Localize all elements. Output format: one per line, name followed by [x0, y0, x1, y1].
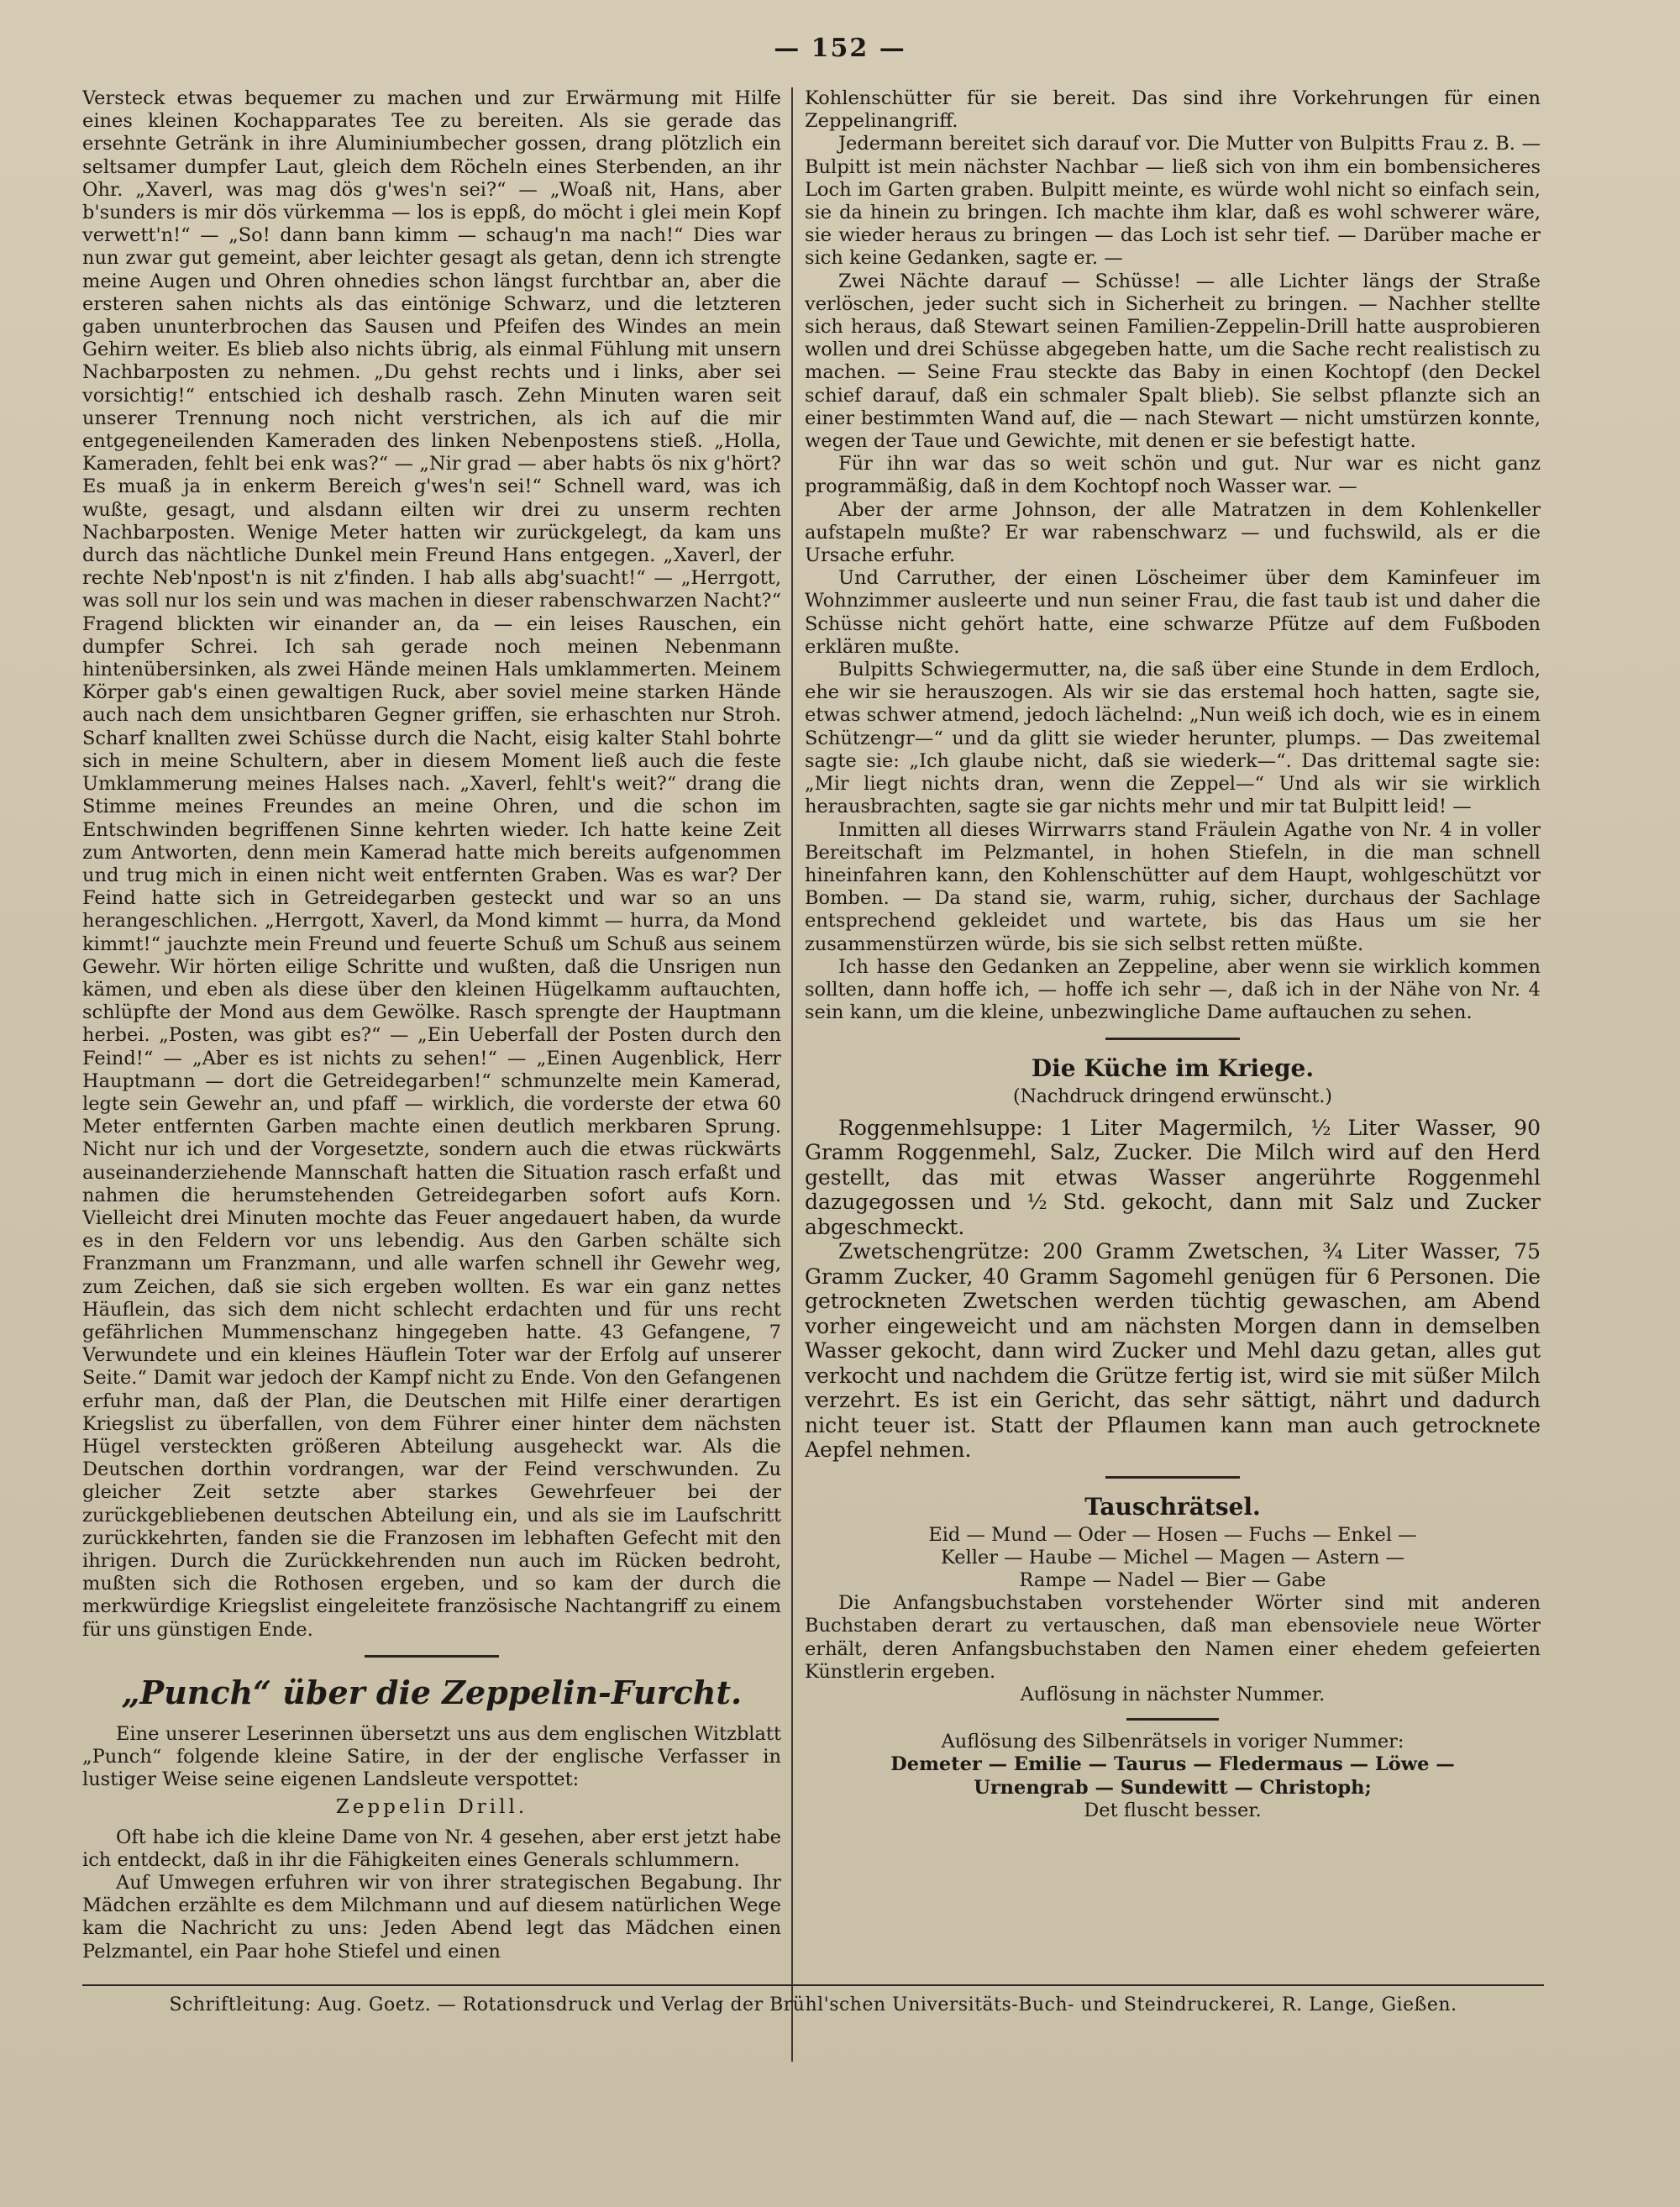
left-column [82, 87, 781, 1986]
section-divider [1105, 1476, 1240, 1479]
column-divider [791, 87, 793, 2062]
solution-line: Det fluscht besser. [1084, 1799, 1262, 1821]
punch-article-paragraph: Ich hasse den Gedanken an Zeppeline, aber wenn sie wirklich kommen sollten, dann hoffe ich, — hoffe ich sehr —, daß ich in der Nähe von Nr. 4 sein kann, um die kleine, unbezwingliche Dame auftauchen zu sehen. [805, 955, 1541, 1024]
section-divider [365, 1655, 499, 1658]
solution-line: Demeter — Emilie — Taurus — Fledermaus — Löwe — [890, 1753, 1455, 1776]
puzzle-instructions: Die Anfangsbuchstaben vorstehender Wörter sind mit anderen Buchstaben derart zu vertauschen, daß man ebensoviele neue Wörter erhält, deren Anfangsbuchstaben den Namen einer ehedem gefeierten Künstlerin ergeben. [805, 1592, 1541, 1683]
punch-article-paragraph: Oft habe ich die kleine Dame von Nr. 4 gesehen, aber erst jetzt habe ich entdeckt, daß in ihr die Fähigkeiten eines Generals schlummern. [82, 1826, 781, 1871]
puzzle-word-line: Eid — Mund — Oder — Hosen — Fuchs — Enkel — [928, 1523, 1417, 1546]
punch-article-paragraph: Inmitten all dieses Wirrwarrs stand Fräulein Agathe von Nr. 4 in voller Bereitschaft im Pelzmantel, in hohen Stiefeln, in die man schnell hineinfahren kann, den Kohlenschütter auf dem Haupt, wohlgeschützt vor Bomben. — Da stand sie, warm, ruhig, sicher, durchaus der Sachlage entsprechend gekleidet und wartete, bis das Haus um sie her zusammenstürzen würde, bis sie sich selbst retten müßte. [805, 818, 1541, 955]
recipe-zwetschengruetze: Zwetschengrütze: 200 Gramm Zwetschen, ¾ Liter Wasser, 75 Gramm Zucker, 40 Gramm Sagomehl genügen für 6 Personen. Die getrockneten Zwetschen werden tüchtig gewaschen, am Abend vorher eingeweicht und am nächsten Morgen dann in demselben Wasser gekocht, dann wird Zucker und Mehl dazu getan, alles gut verkocht und nachdem die Grütze fertig ist, wird sie mit süßer Milch verzehrt. Es ist ein Gericht, das sehr sättigt, nährt und dadurch nicht teuer ist. Statt der Pflaumen kann man auch getrocknete Aepfel nehmen. [805, 1239, 1541, 1463]
solution-line: Urnengrab — Sundewitt — Christoph; [974, 1776, 1372, 1799]
punch-article-paragraph: Kohlenschütter für sie bereit. Das sind ihre Vorkehrungen für einen Zeppelinangriff. [805, 87, 1541, 133]
section-divider [1126, 1718, 1219, 1721]
solution-title: Auflösung des Silbenrätsels in voriger Nummer: [941, 1731, 1404, 1753]
punch-article-paragraph: Bulpitts Schwiegermutter, na, die saß über eine Stunde in dem Erdloch, ehe wir sie herauszogen. Als wir sie das erstemal hoch hatten, sagte sie, etwas schwer atmend, jedoch lächelnd: „Nun weiß ich doch, wie es in einem Schützengr—“ und da glitt sie wieder herunter, plumps. — Das zweitemal sagte sie: „Ich glaube nicht, daß sie wiederk—“. Das drittemal sagte sie: „Mir liegt nichts dran, wenn die Zeppel—“ Und als wir sie wirklich herausbrachten, sagte sie gar nichts mehr und mir tat Bulpitt leid! — [805, 659, 1541, 818]
story-paragraph: Versteck etwas bequemer zu machen und zur Erwärmung mit Hilfe eines kleinen Kochapparates Tee zu bereiten. Als sie gerade das ersehnte Getränk in ihre Aluminiumbecher gossen, drang plötzlich ein seltsamer dumpfer Laut, gleich dem Röcheln eines Sterbenden, an ihr Ohr. „Xaverl, was mag dös g'wes'n sei?“ — „Woaß nit, Hans, aber b'sunders is mir dös vürkemma — los is eppß, do möcht i glei mein Kopf verwett'n!“ — „So! dann bann kimm — schaug'n ma nach!“ Dies war nun zwar gut gemeint, aber leichter gesagt als getan, denn ich strengte meine Augen und Ohren ohnedies schon längst furchtbar an, aber die ersteren sahen nichts als das eintönige Schwarz, und die letzteren gaben ununterbrochen das Sausen und Pfeifen des Windes an mein Gehirn weiter. Es blieb also nichts übrig, als einmal Fühlung mit unsern Nachbarposten zu nehmen. „Du gehst rechts und i links, aber sei vorsichtig!“ entschied ich deshalb rasch. Zehn Minuten waren seit unserer Trennung noch nicht verstrichen, als ich auf die mir entgegeneilenden Kameraden des linken Nebenpostens stieß. „Holla, Kameraden, fehlt bei enk was?“ — „Nir grad — aber habts ös nix g'hört? Es muaß ja in enkerm Bereich g'wes'n sei!“ Schnell ward, was ich wußte, gesagt, und alsdann eilten wir drei zu unserm rechten Nachbarposten. Wenige Meter hatten wir zurückgelegt, da kam uns durch das nächtliche Dunkel mein Freund Hans entgegen. „Xaverl, der rechte Neb'npost'n is nit z'finden. I hab alls abg'suacht!“ — „Herrgott, was soll nur los sein und was machen in dieser rabenschwarzen Nacht?“ Fragend blickten wir einander an, da — ein leises Rauschen, ein dumpfer Schrei. Ich sah gerade noch meinen Nebenmann hintenübersinken, als zwei Hände meinen Hals umklammerten. Meinem Körper gab's einen gewaltigen Ruck, aber soviel meine starken Hände auch nach dem unsichtbaren Gegner griffen, sie erhaschten nur Stroh. Scharf knallten zwei Schüsse durch die Nacht, eisig kalter Stahl bohrte sich in meine Schultern, aber in diesem Moment ließ auch die feste Umklammerung meines Halses nach. „Xaverl, fehlt's weit?“ drang die Stimme meines Freundes an meine Ohren, und die schon im Entschwinden begriffenen Sinne kehrten wieder. Ich hatte keine Zeit zum Antworten, denn mein Kamerad hatte mich bereits aufgenommen und trug mich in einen nicht weit entfernten Graben. Was es war? Der Feind hatte sich in Getreidegarben gesteckt und war so an uns herangeschlichen. „Herrgott, Xaverl, da Mond kimmt — hurra, da Mond kimmt!“ jauchzte mein Freund und feuerte Schuß um Schuß aus seinem Gewehr. Wir hörten eilige Schritte und wußten, daß die Unsrigen nun kämen, und eben als diese über den kleinen Hügelkamm auftauchten, schlüpfte der Mond aus dem Gewölke. Rasch sprengte der Hauptmann herbei. „Posten, was gibt es?“ — „Ein Ueberfall der Posten durch den Feind!“ — „Aber es ist nichts zu sehen!“ — „Einen Augenblick, Herr Hauptmann — dort die Getreidegarben!“ schmunzelte mein Kamerad, legte sein Gewehr an, und pfaff — wirklich, die vorderste der etwa 60 Meter entfernten Garben machte einen deutlich merkbaren Sprung. Nicht nur ich und der Vorgesetzte, sondern auch die etwas rückwärts auseinanderziehende Mannschaft hatten die Situation rasch erfaßt und nahmen die herumstehenden Getreidegarben sofort aufs Korn. Vielleicht drei Minuten mochte das Feuer angedauert haben, da wurde es in den Feldern vor uns lebendig. Aus den Garben schälte sich Franzmann um Franzmann, und alle warfen schnell ihr Gewehr weg, zum Zeichen, daß sie sich ergeben wollten. Es war ein ganz nettes Häuflein, das sich dem nicht schlecht erdachten und für uns recht gefährlichen Mummenschanz hingegeben hatte. 43 Gefangene, 7 Verwundete und ein kleines Häuflein Toter war der Erfolg auf unserer Seite.“ Damit war jedoch der Kampf nicht zu Ende. Von den Gefangenen erfuhr man, daß der Plan, die Deutschen mit Hilfe einer derartigen Kriegslist zu überfallen, von dem Führer einer hinter dem nächsten Hügel versteckten größeren Abteilung ausgeheckt war. Als die Deutschen dorthin vordrangen, war der Feind verschwunden. Zu gleicher Zeit setzte aber starkes Gewehrfeuer bei der zurückgebliebenen deutschen Abteilung ein, und als sie im Laufschritt zurückkehrten, fanden sie die Franzosen im lebhaften Gefecht mit den ihrigen. Durch die Zurückkehrenden nun auch im Rücken bedroht, mußten sich die Rothosen ergeben, und so kam der durch die merkwürdige Kriegslist eingeleitete französische Nachtangriff zu einem für uns günstigen Ende. [82, 87, 781, 1641]
recipe-roggenmehlsuppe: Roggenmehlsuppe: 1 Liter Magermilch, ½ Liter Wasser, 90 Gramm Roggenmehl, Salz, Zucker. Die Milch wird auf den Herd gestellt, das mit etwas Wasser angerührte Roggenmehl dazugegossen und ½ Std. gekocht, dann mit Salz und Zucker abgeschmeckt. [805, 1115, 1541, 1239]
punch-article-paragraph: Für ihn war das so weit schön und gut. Nur war es nicht ganz programmäßig, daß in dem Kochtopf noch Wasser war. — [805, 453, 1541, 498]
punch-article-paragraph: Jedermann bereitet sich darauf vor. Die Mutter von Bulpitts Frau z. B. — Bulpitt ist mein nächster Nachbar — ließ sich von ihm ein bombensicheres Loch im Garten graben. Bulpitt meinte, es würde wohl nicht so einfach sein, sie da hinein zu bringen. Ich machte ihm klar, daß es wohl schwerer wäre, sie wieder heraus zu bringen — das Loch ist sehr tief. — Darüber mache er sich keine Gedanken, sagte er. — [805, 133, 1541, 270]
punch-article-paragraph: Auf Umwegen erfuhren wir von ihrer strategischen Begabung. Ihr Mädchen erzählte es dem Milchmann und auf diesem natürlichen Wege kam die Nachricht zu uns: Jeden Abend legt das Mädchen einen Pelzmantel, ein Paar hohe Stiefel und einen [82, 1872, 781, 1963]
imprint-footer: Schriftleitung: Aug. Goetz. — Rotationsdruck und Verlag der Brühl'schen Universitäts-Buch- und Steindruckerei, R. Lange, Gießen. [169, 1994, 1457, 2015]
kitchen-section-title: Die Küche im Kriege. [1031, 1054, 1315, 1083]
punch-article-title: „Punch“ über die Zeppelin-Furcht. [121, 1673, 743, 1711]
page-number: — 152 — [774, 34, 906, 63]
puzzle-word-line: Keller — Haube — Michel — Magen — Astern — [941, 1546, 1404, 1569]
puzzle-word-line: Rampe — Nadel — Bier — Gabe [1019, 1569, 1326, 1591]
footer-divider [82, 1984, 1544, 1986]
puzzle-note: Auflösung in nächster Nummer. [1020, 1683, 1326, 1705]
punch-article-paragraph: Zwei Nächte darauf — Schüsse! — alle Lichter längs der Straße verlöschen, jeder sucht sich in Sicherheit zu bringen. — Nachher stellte sich heraus, daß Stewart seinen Familien-Zeppelin-Drill hatte ausprobieren wollen und drei Schüsse abgegeben hatte, um die Sache recht realistisch zu machen. — Seine Frau steckte das Baby in einen Kochtopf (den Deckel schief darauf, daß ein schmaler Spalt blieb). Sie selbst pflanzte sich an einer bestimmten Wand auf, die — nach Stewart — nicht umstürzen konnte, wegen der Taue und Gewichte, mit denen er sie befestigt hatte. [805, 270, 1541, 453]
right-column [805, 87, 1541, 1986]
punch-article-intro: Eine unserer Leserinnen übersetzt uns aus dem englischen Witzblatt „Punch“ folgende kleine Satire, in der der englische Verfasser in lustiger Weise seine eigenen Landsleute verspottet: [82, 1722, 781, 1791]
section-divider [1105, 1038, 1240, 1040]
punch-article-subtitle: Zeppelin Drill. [335, 1796, 528, 1819]
kitchen-section-subtitle: (Nachdruck dringend erwünscht.) [1013, 1086, 1332, 1108]
punch-article-paragraph: Aber der arme Johnson, der alle Matratzen in dem Kohlenkeller aufstapeln mußte? Er war rabenschwarz — und fuchswild, als er die Ursache erfuhr. [805, 498, 1541, 567]
punch-article-paragraph: Und Carruther, der einen Löscheimer über dem Kaminfeuer im Wohnzimmer ausleerte und nun seiner Frau, die fast taub ist und daher die Schüsse nicht gehört hatte, eine schwarze Pfütze auf dem Fußboden erklären mußte. [805, 567, 1541, 658]
puzzle-title: Tauschrätsel. [1084, 1492, 1261, 1521]
recipe-list [805, 1116, 1541, 1463]
